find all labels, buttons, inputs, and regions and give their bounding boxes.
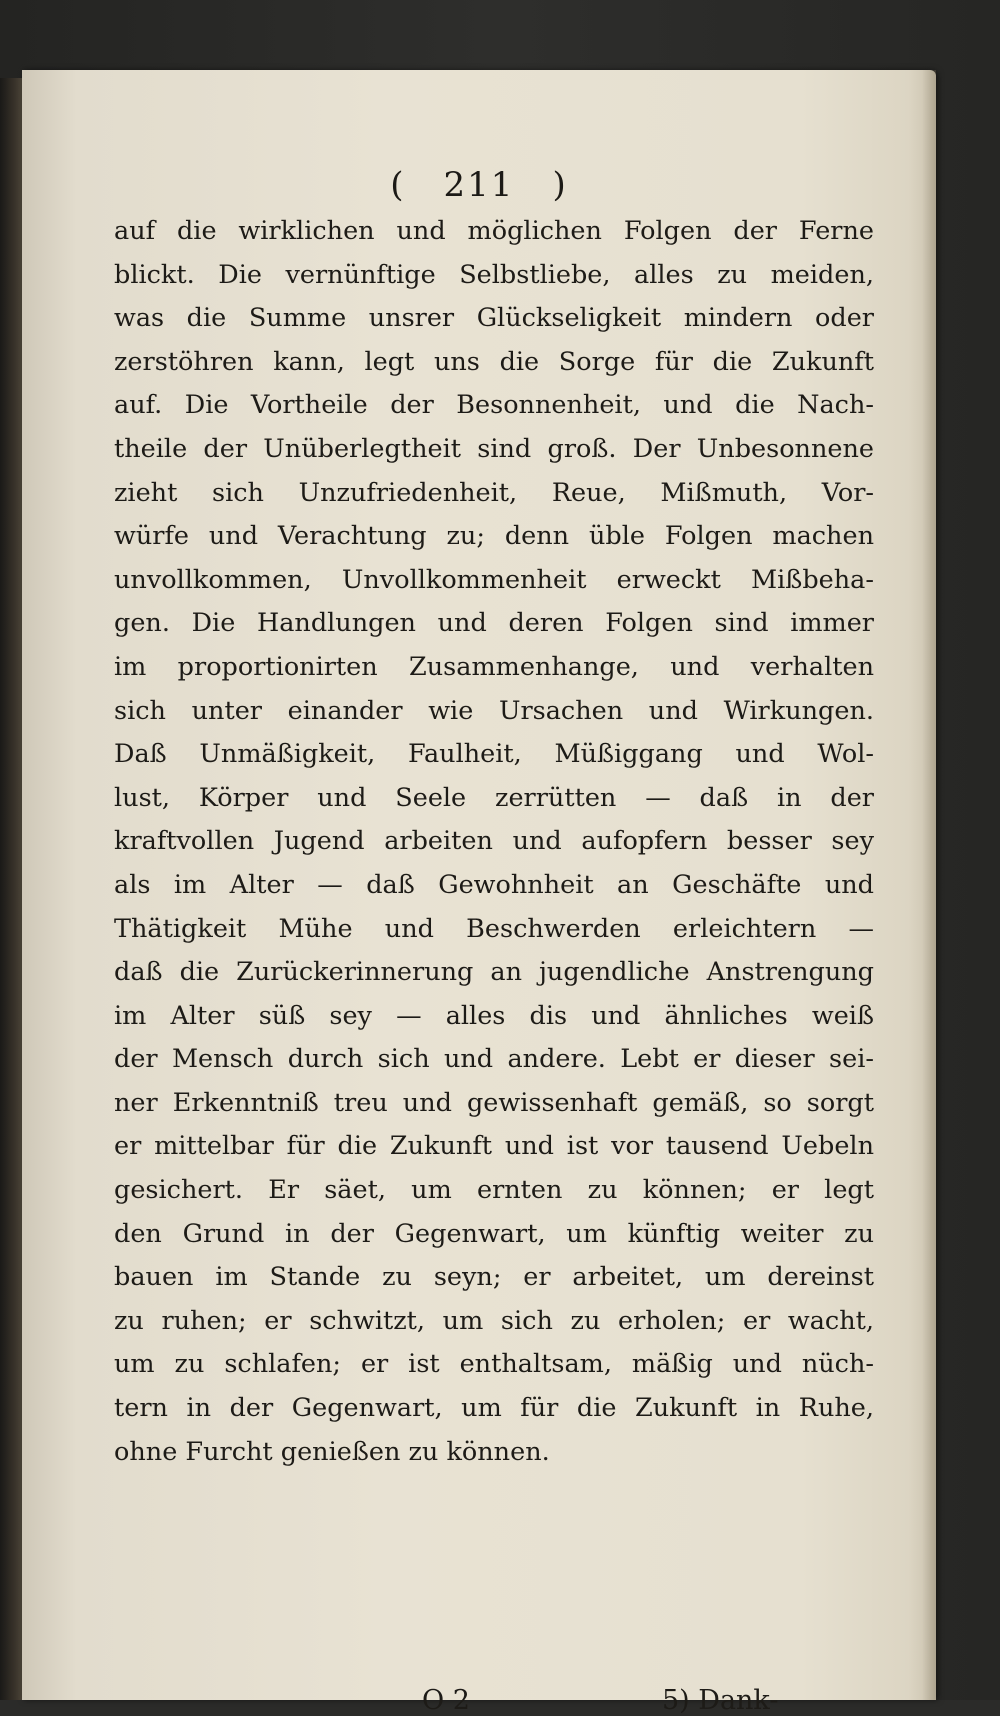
text-line: würfe und Verachtung zu; denn üble Folgen machen [114, 521, 874, 552]
body-text [114, 210, 874, 1474]
text-line: ner Erkenntniß treu und gewissenhaft gemäß, so sorgt [114, 1087, 874, 1118]
catchword: 5) Dank- [662, 1685, 779, 1716]
text-line: bauen im Stande zu seyn; er arbeitet, um dereinst [114, 1262, 874, 1293]
text-line: kraftvollen Jugend arbeiten und aufopfern besser sey [114, 826, 874, 857]
text-line: der Mensch durch sich und andere. Lebt er dieser sei- [114, 1044, 874, 1075]
text-line: zu ruhen; er schwitzt, um sich zu erholen; er wacht, [114, 1305, 874, 1336]
page-header [22, 165, 936, 205]
text-line: daß die Zurückerinnerung an jugendliche Anstrengung [114, 957, 874, 988]
text-line: sich unter einander wie Ursachen und Wirkungen. [114, 695, 874, 726]
text-line: tern in der Gegenwart, um für die Zukunft in Ruhe, [114, 1393, 874, 1424]
text-line: gesichert. Er säet, um ernten zu können; er legt [114, 1175, 874, 1206]
text-line: blickt. Die vernünftige Selbstliebe, alles zu meiden, [114, 259, 874, 290]
text-line: um zu schlafen; er ist enthaltsam, mäßig und nüch- [114, 1349, 874, 1380]
text-line: auf die wirklichen und möglichen Folgen der Ferne [114, 216, 874, 246]
page-number: 211 [443, 165, 515, 205]
text-line: was die Summe unsrer Glückseligkeit mindern oder [114, 303, 874, 334]
text-line: Daß Unmäßigkeit, Faulheit, Müßiggang und Wol- [114, 739, 874, 770]
text-line: unvollkommen, Unvollkommenheit erweckt Mißbeha- [114, 564, 874, 595]
text-line: als im Alter — daß Gewohnheit an Geschäfte und [114, 869, 874, 900]
text-line: im Alter süß sey — alles dis und ähnliches weiß [114, 1000, 874, 1031]
text-line: theile der Unüberlegtheit sind groß. Der Unbesonnene [114, 433, 874, 464]
text-line: auf. Die Vortheile der Besonnenheit, und die Nach- [114, 390, 874, 421]
text-line: ohne Furcht genießen zu können. [114, 1436, 550, 1467]
text-line: er mittelbar für die Zukunft und ist vor tausend Uebeln [114, 1131, 874, 1162]
text-line: im proportionirten Zusammenhange, und verhalten [114, 651, 874, 682]
text-line: Thätigkeit Mühe und Beschwerden erleichtern — [114, 913, 874, 944]
signature-mark: O 2 [422, 1685, 470, 1716]
text-line: den Grund in der Gegenwart, um künftig weiter zu [114, 1218, 874, 1249]
book-page [22, 70, 936, 1716]
page-edge-shadow [922, 70, 936, 1700]
text-line: zerstöhren kann, legt uns die Sorge für die Zukunft [114, 346, 874, 377]
text-line: lust, Körper und Seele zerrütten — daß in der [114, 782, 874, 813]
text-line: zieht sich Unzufriedenheit, Reue, Mißmuth, Vor- [114, 477, 874, 508]
header-close-paren: ) [552, 165, 568, 205]
text-line: gen. Die Handlungen und deren Folgen sind immer [114, 608, 874, 639]
header-open-paren: ( [390, 165, 406, 205]
